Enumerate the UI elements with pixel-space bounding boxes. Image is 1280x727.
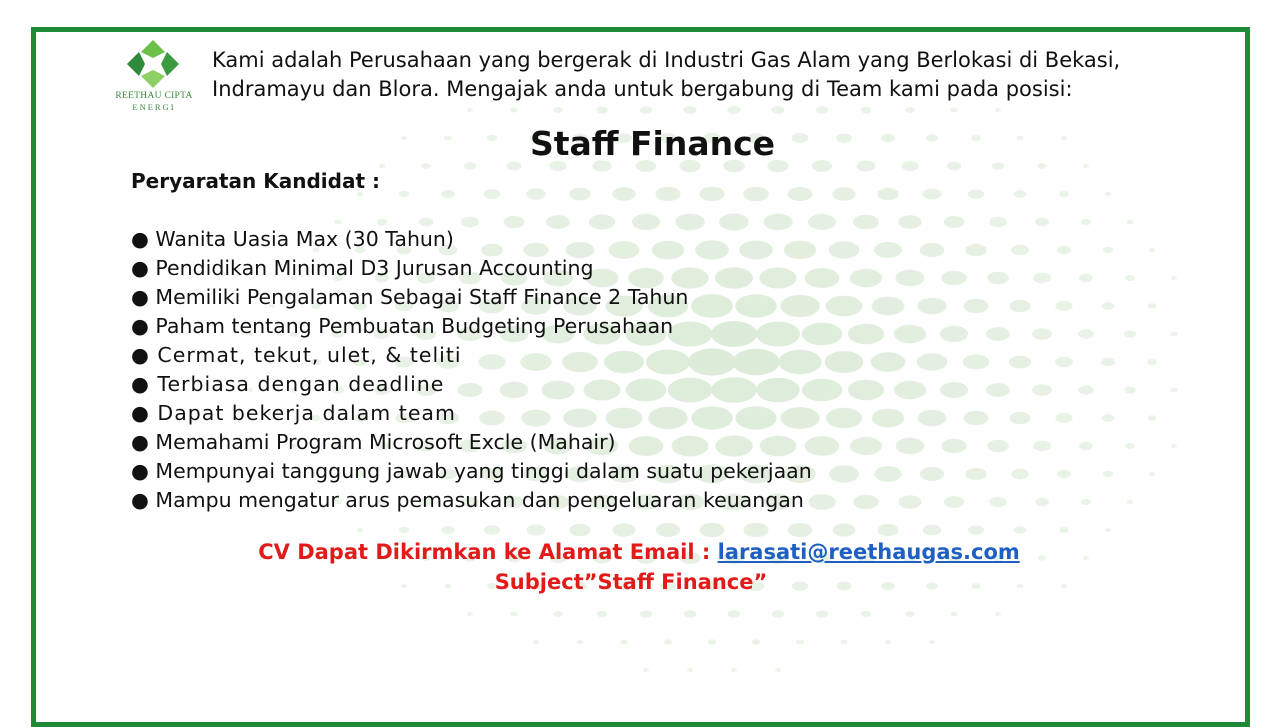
background-dot [992, 162, 1004, 169]
requirement-item: ● Pendidikan Minimal D3 Jurusan Accounting [131, 256, 594, 280]
background-dot [964, 411, 989, 425]
background-dot [700, 523, 725, 537]
background-dot [1032, 384, 1052, 396]
background-dot [923, 189, 942, 200]
background-dot [871, 352, 906, 372]
background-dot [885, 640, 891, 644]
background-dot [920, 467, 944, 481]
intro-line-2: Indramayu dan Blora. Mengajak anda untuk bergabung di Team kami pada posisi: [212, 77, 1073, 101]
background-dot [1057, 246, 1071, 254]
background-dot [752, 639, 761, 644]
background-dot [874, 466, 901, 482]
background-dot [872, 297, 905, 316]
background-dot [1148, 303, 1157, 309]
background-dot [1035, 218, 1049, 226]
background-dot [1059, 191, 1069, 197]
background-dot [848, 380, 884, 401]
background-dot [1057, 470, 1071, 478]
background-dot [743, 187, 769, 202]
background-dot [1009, 300, 1030, 312]
background-dot [825, 351, 864, 373]
background-dot [1083, 164, 1089, 168]
background-dot [379, 164, 385, 168]
background-dot [731, 668, 737, 672]
background-dot [1149, 472, 1155, 476]
background-dot [569, 188, 591, 201]
background-dot [941, 271, 966, 286]
background-dot [1035, 498, 1049, 506]
background-dot [1011, 245, 1029, 255]
requirement-item: ● Wanita Uasia Max (30 Tahun) [131, 227, 454, 251]
background-dot [940, 382, 968, 398]
background-dot [796, 639, 804, 644]
background-dot [987, 440, 1008, 452]
background-dot [1033, 273, 1051, 283]
background-dot [878, 524, 899, 536]
background-dot [872, 409, 905, 428]
logo-company-name: REETHAU CIPTA [115, 91, 193, 101]
background-dot [968, 525, 984, 534]
background-dot [944, 216, 965, 228]
email-subject-line: Subject”Staff Finance” [494, 570, 768, 594]
background-dot [951, 612, 958, 617]
background-dot [772, 106, 785, 114]
background-dot [987, 272, 1009, 285]
background-dot [656, 523, 680, 537]
background-dot [553, 611, 562, 617]
background-dot [917, 353, 948, 370]
background-dot [965, 244, 986, 256]
background-dot [826, 296, 863, 317]
background-dot [334, 220, 341, 225]
background-dot [1105, 192, 1111, 196]
background-dot [399, 527, 409, 533]
background-dot [808, 214, 836, 230]
background-dot [816, 106, 828, 113]
background-dot [656, 187, 681, 201]
requirement-item: ● Mampu mengatur arus pemasukan dan pengeluaran keuangan [131, 488, 804, 512]
background-dot [906, 611, 915, 617]
background-dot [687, 668, 693, 672]
background-dot [963, 299, 988, 313]
background-dot [640, 610, 652, 617]
intro-line-1: Kami adalah Perusahaan yang bergerak di Industri Gas Alam yang Berlokasi di Bekasi, [212, 48, 1121, 72]
background-dot [1171, 444, 1177, 448]
background-dot [995, 108, 1001, 112]
requirement-item: ● Memahami Program Microsoft Excle (Mahair) [131, 430, 616, 454]
background-dot [1127, 500, 1133, 504]
background-dot [775, 668, 781, 672]
requirement-item: ● Terbiasa dengan deadline [131, 372, 445, 396]
background-dot [848, 324, 884, 345]
background-dot [533, 640, 539, 644]
background-dot [1170, 388, 1177, 393]
background-dot [1170, 332, 1177, 337]
background-dot [399, 191, 409, 197]
background-dot [484, 189, 501, 199]
background-dot [963, 354, 989, 369]
background-dot [1102, 414, 1115, 422]
background-dot [612, 187, 636, 201]
background-dot [950, 108, 958, 113]
background-dot [896, 270, 925, 287]
background-dot [833, 523, 856, 536]
background-dot [1014, 526, 1027, 534]
background-dot [829, 465, 859, 482]
background-dot [1038, 163, 1047, 169]
background-dot [944, 496, 964, 508]
background-dot [1125, 275, 1135, 281]
background-dot [899, 495, 922, 508]
background-dot [1105, 528, 1111, 532]
background-dot [1103, 471, 1113, 477]
background-dot [683, 106, 696, 114]
background-dot [853, 215, 879, 230]
background-dot [1102, 302, 1115, 310]
background-dot [853, 495, 878, 510]
background-dot [744, 523, 769, 537]
company-logo [109, 38, 199, 114]
background-dot [727, 106, 740, 114]
background-dot [898, 215, 921, 229]
cv-instruction-text: CV Dapat Dikirmkan ke Alamat Email : [258, 540, 718, 564]
background-dot [840, 640, 847, 645]
background-dot [986, 383, 1010, 397]
background-dot [569, 524, 590, 536]
requirement-item: ● Paham tentang Pembuatan Budgeting Perusahaan [131, 314, 674, 338]
requirement-item: ● Memiliki Pengalaman Sebagai Staff Finance 2 Tahun [131, 285, 689, 309]
background-dot [832, 187, 855, 200]
background-dot [968, 189, 984, 199]
cv-instruction [0, 540, 1278, 564]
background-dot [917, 298, 946, 315]
background-dot [874, 242, 902, 258]
background-dot [708, 639, 717, 644]
background-dot [894, 381, 926, 399]
background-dot [620, 640, 627, 645]
background-dot [467, 612, 473, 616]
logo-company-subtitle: ENERGI [132, 102, 176, 112]
background-dot [441, 526, 454, 534]
background-dot [699, 187, 725, 202]
background-dot [1079, 442, 1093, 450]
background-dot [1079, 274, 1093, 282]
background-dot [896, 438, 925, 454]
background-dot [877, 188, 898, 200]
background-dot [940, 326, 968, 342]
background-dot [905, 107, 914, 113]
background-dot [772, 610, 784, 618]
background-dot [597, 611, 608, 618]
background-dot [1078, 385, 1094, 394]
background-dot [894, 325, 926, 343]
background-dot [1009, 356, 1031, 369]
background-dot [640, 106, 652, 114]
background-dot [941, 439, 966, 453]
background-dot [1125, 443, 1135, 449]
background-dot [467, 108, 473, 112]
background-dot [1055, 357, 1073, 368]
background-dot [664, 639, 672, 644]
background-dot [929, 640, 935, 644]
background-dot [643, 668, 649, 672]
background-dot [989, 217, 1006, 227]
background-dot [526, 188, 545, 199]
requirement-item: ● Cermat, tekut, ulet, & teliti [131, 343, 462, 367]
background-dot [1011, 469, 1029, 479]
background-dot [577, 640, 583, 644]
company-introduction [212, 46, 1212, 104]
background-dot [829, 241, 860, 258]
background-dot [850, 437, 882, 455]
background-dot [918, 410, 947, 426]
background-dot [986, 327, 1010, 341]
background-dot [1101, 358, 1115, 366]
background-dot [1103, 247, 1113, 253]
background-dot [1149, 248, 1156, 252]
background-dot [1171, 276, 1177, 280]
background-dot [1056, 301, 1073, 311]
background-dot [850, 269, 882, 287]
background-dot [861, 107, 872, 114]
background-dot [484, 525, 500, 535]
background-dot [826, 408, 862, 428]
background-dot [527, 525, 546, 536]
background-dot [788, 523, 812, 537]
background-dot [1059, 527, 1068, 533]
background-dot [1010, 412, 1031, 424]
background-dot [1033, 441, 1051, 451]
background-dot [923, 525, 941, 536]
email-link[interactable]: larasati@reethaugas.com [717, 540, 1020, 564]
background-dot [1032, 328, 1052, 340]
background-dot [995, 612, 1001, 616]
background-dot [1124, 387, 1135, 394]
logo-icon [125, 38, 181, 90]
background-dot [684, 610, 697, 618]
background-dot [1127, 220, 1134, 224]
background-dot [1078, 329, 1094, 338]
background-dot [1014, 190, 1027, 198]
background-dot [728, 610, 741, 618]
requirement-item: ● Mempunyai tanggung jawab yang tinggi dalam suatu pekerjaan [131, 459, 812, 483]
background-dot [1081, 499, 1091, 505]
background-dot [510, 612, 517, 617]
background-dot [596, 107, 607, 114]
background-dot [788, 187, 813, 201]
background-dot [553, 107, 563, 113]
background-dot [613, 523, 636, 536]
background-dot [1056, 413, 1073, 423]
background-dot [421, 163, 430, 169]
requirements-heading: Peryaratan Kandidat : [131, 169, 380, 193]
position-title: Staff Finance [529, 124, 776, 163]
requirement-item: ● Dapat bekerja dalam team [131, 401, 456, 425]
requirements-list [131, 225, 812, 515]
background-dot [1147, 359, 1157, 365]
background-dot [464, 162, 476, 169]
background-dot [816, 610, 828, 617]
background-dot [808, 494, 835, 510]
background-dot [920, 243, 945, 257]
background-dot [861, 611, 872, 617]
background-dot [510, 108, 518, 113]
background-dot [1124, 331, 1136, 338]
background-dot [441, 190, 455, 198]
background-dot [357, 528, 364, 532]
background-dot [1148, 415, 1157, 420]
background-dot [965, 468, 986, 480]
background-dot [990, 497, 1007, 507]
background-dot [1081, 219, 1091, 225]
